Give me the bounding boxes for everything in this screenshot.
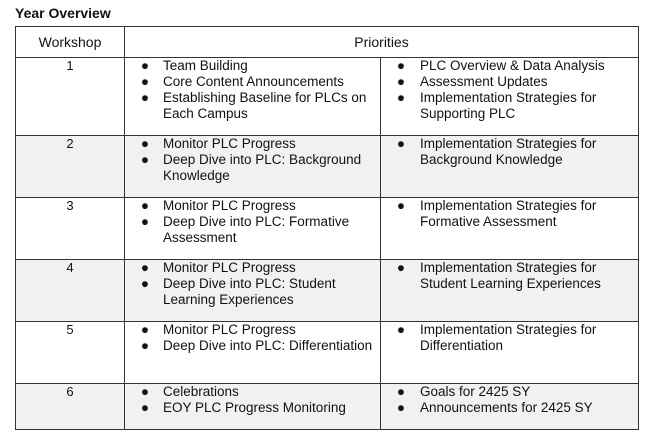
priority-text: Announcements for 2425 SY <box>420 400 593 415</box>
year-overview-table <box>15 26 639 430</box>
priority-item <box>381 384 638 400</box>
workshop-number: 1 <box>16 58 125 136</box>
priority-text: Monitor PLC Progress <box>163 260 296 275</box>
bullet-icon: ● <box>140 58 150 73</box>
priority-text: PLC Overview & Data Analysis <box>420 58 605 73</box>
bullet-icon: ● <box>140 384 150 399</box>
bullet-icon: ● <box>140 152 150 167</box>
priorities-right-cell <box>381 260 639 322</box>
bullet-icon: ● <box>140 74 150 89</box>
priority-item <box>125 338 380 354</box>
priorities-column-header: Priorities <box>125 27 639 58</box>
bullet-icon: ● <box>396 384 406 399</box>
table-row <box>16 136 639 198</box>
priority-text: Monitor PLC Progress <box>163 136 296 151</box>
bullet-icon: ● <box>396 74 406 89</box>
priority-list <box>125 260 380 308</box>
bullet-icon: ● <box>396 322 406 337</box>
priority-item <box>125 136 380 152</box>
bullet-icon: ● <box>140 338 150 353</box>
priority-list <box>381 58 638 122</box>
priority-item <box>125 90 380 122</box>
priority-text: Goals for 2425 SY <box>420 384 531 399</box>
workshop-number: 6 <box>16 384 125 430</box>
priority-item <box>381 198 638 230</box>
priority-list <box>381 198 638 230</box>
bullet-icon: ● <box>140 322 150 337</box>
table-row <box>16 260 639 322</box>
priority-list <box>381 322 638 354</box>
priority-item <box>125 152 380 184</box>
priority-item <box>125 214 380 246</box>
priority-text: Monitor PLC Progress <box>163 322 296 337</box>
priority-text: Assessment Updates <box>420 74 548 89</box>
priority-list <box>125 136 380 184</box>
priority-text: Team Building <box>163 58 248 73</box>
priority-item <box>125 58 380 74</box>
priority-item <box>381 400 638 416</box>
priority-text: Core Content Announcements <box>163 74 344 89</box>
priority-text: Implementation Strategies for Formative Assessment <box>420 198 597 229</box>
priorities-right-cell <box>381 58 639 136</box>
workshop-number: 5 <box>16 322 125 384</box>
priority-item <box>381 322 638 354</box>
priority-list <box>125 322 380 354</box>
priority-item <box>125 384 380 400</box>
priorities-left-cell <box>125 198 381 260</box>
priority-list <box>125 58 380 122</box>
priority-text: EOY PLC Progress Monitoring <box>163 400 346 415</box>
bullet-icon: ● <box>396 136 406 151</box>
bullet-icon: ● <box>140 260 150 275</box>
priority-item <box>381 90 638 122</box>
priority-text: Monitor PLC Progress <box>163 198 296 213</box>
table-row <box>16 322 639 384</box>
priorities-left-cell <box>125 384 381 430</box>
priorities-left-cell <box>125 260 381 322</box>
priorities-left-cell <box>125 58 381 136</box>
table-row <box>16 384 639 430</box>
priority-text: Deep Dive into PLC: Background Knowledge <box>163 152 362 183</box>
priority-text: Implementation Strategies for Differentiation <box>420 322 597 353</box>
priority-item <box>125 322 380 338</box>
bullet-icon: ● <box>396 58 406 73</box>
page-title: Year Overview <box>15 5 111 21</box>
priorities-left-cell <box>125 136 381 198</box>
priority-list <box>381 136 638 168</box>
bullet-icon: ● <box>140 400 150 415</box>
priority-item <box>381 58 638 74</box>
priority-text: Celebrations <box>163 384 239 399</box>
bullet-icon: ● <box>140 136 150 151</box>
table-row <box>16 58 639 136</box>
priorities-right-cell <box>381 322 639 384</box>
workshop-number: 2 <box>16 136 125 198</box>
bullet-icon: ● <box>140 276 150 291</box>
priority-text: Implementation Strategies for Student Learning Experiences <box>420 260 601 291</box>
priority-list <box>381 260 638 292</box>
priority-text: Implementation Strategies for Supporting PLC <box>420 90 597 121</box>
priority-text: Implementation Strategies for Background Knowledge <box>420 136 597 167</box>
bullet-icon: ● <box>140 198 150 213</box>
priorities-right-cell <box>381 198 639 260</box>
priority-item <box>125 400 380 416</box>
priority-item <box>381 74 638 90</box>
bullet-icon: ● <box>396 400 406 415</box>
table-header-row <box>16 27 639 58</box>
workshop-number: 3 <box>16 198 125 260</box>
priority-item <box>125 260 380 276</box>
table-body <box>16 58 639 430</box>
priority-text: Deep Dive into PLC: Student Learning Experiences <box>163 276 336 307</box>
bullet-icon: ● <box>396 260 406 275</box>
priority-text: Deep Dive into PLC: Formative Assessment <box>163 214 350 245</box>
priorities-right-cell <box>381 136 639 198</box>
bullet-icon: ● <box>396 90 406 105</box>
priority-item <box>125 74 380 90</box>
bullet-icon: ● <box>396 198 406 213</box>
priorities-right-cell <box>381 384 639 430</box>
priority-text: Deep Dive into PLC: Differentiation <box>163 338 373 353</box>
priority-item <box>125 276 380 308</box>
workshop-column-header: Workshop <box>16 27 125 58</box>
priority-list <box>125 384 380 416</box>
table-row <box>16 198 639 260</box>
priority-list <box>125 198 380 246</box>
priorities-left-cell <box>125 322 381 384</box>
priority-list <box>381 384 638 416</box>
workshop-number: 4 <box>16 260 125 322</box>
priority-item <box>125 198 380 214</box>
priority-item <box>381 260 638 292</box>
bullet-icon: ● <box>140 90 150 105</box>
bullet-icon: ● <box>140 214 150 229</box>
priority-text: Establishing Baseline for PLCs on Each Campus <box>163 90 367 121</box>
priority-item <box>381 136 638 168</box>
